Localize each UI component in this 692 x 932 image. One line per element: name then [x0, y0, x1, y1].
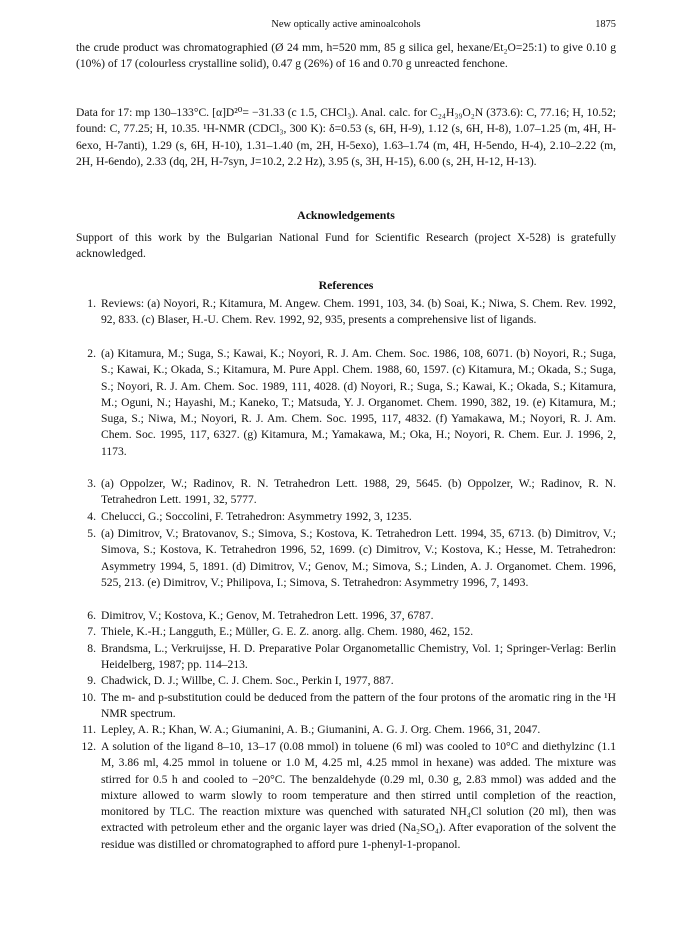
- reference-number: 2.: [87, 347, 96, 360]
- acknowledgements-text: Support of this work by the Bulgarian National Fund for Scientific Research (project X-528) is gratefully acknowledged.: [76, 231, 616, 261]
- reference-number: 8.: [87, 642, 96, 655]
- reference-text: Brandsma, L.; Verkruijsse, H. D. Preparative Polar Organometallic Chemistry, Vol. 1; Springer-Verlag: Berlin Heidelberg, 1987; pp. 114–213.: [101, 642, 616, 672]
- running-head: [76, 19, 616, 33]
- reference-number: 10.: [81, 691, 96, 704]
- reference-text: The m- and p-substitution could be deduced from the pattern of the four protons of the aromatic ring in the ¹H NMR spectrum.: [101, 691, 616, 721]
- reference-text: (a) Oppolzer, W.; Radinov, R. N. Tetrahedron Lett. 1988, 29, 5645. (b) Oppolzer, W.; Radinov, R. N. Tetrahedron Lett. 1991, 32, 5777.: [101, 477, 616, 507]
- running-title: New optically active aminoalcohols: [271, 19, 421, 30]
- reference-number: 1.: [87, 297, 96, 310]
- reference-text: (a) Kitamura, M.; Suga, S.; Kawai, K.; Noyori, R. J. Am. Chem. Soc. 1986, 108, 6071. (b) Noyori, R.; Suga, S.; Kawai, K.; Okada, S.; Kitamura, M. Pure Appl. Chem. 1988, 60, 1597. (c) Kitamura, M.; Okada, S.; Suga, S.; Noyori, R. J. Am. Chem. Soc. 1989, 111, 4028. (d) Noyori, R.; Suga, S.; Kawai, K.; Okada, S.; Kitamura, M.; Oguni, N.; Hayashi, M.; Kaneko, T.; Matsuda, Y. J. Organomet. Chem. 1990, 382, 19. (e) Kitamura, M.; Suga, S.; Niwa, M.; Noyori, R. J. Am. Chem. Soc. 1995, 117, 4832. (f) Yamakawa, M.; Noyori, R. J. Am. Chem. Soc. 1995, 117, 6327. (g) Kitamura, M.; Yamakawa, M.; Oka, H.; Noyori, R. Chem. Eur. J. 1996, 2, 1173.: [101, 347, 616, 458]
- page-number: 1875: [595, 19, 616, 30]
- reference-number: 4.: [87, 510, 96, 523]
- paragraph-crude-product: the crude product was chromatographied (Ø 24 mm, h=520 mm, 85 g silica gel, hexane/Et₂O=25:1) to give 0.10 g (10%) of 17 (colourless crystalline solid), 0.47 g (26%) of 16 and 0.70 g unreacted fenchone.: [76, 41, 616, 71]
- paragraph-data-17: Data for 17: mp 130–133°C. [α]D²⁰= −31.33 (c 1.5, CHCl₃). Anal. calc. for C₂₄H₃₉O₂N (373.6): C, 77.16; H, 10.52; found: C, 77.25; H, 10.35. ¹H-NMR (CDCl₃, 300 K): δ=0.53 (s, 6H, H-9), 1.12 (s, 6H, H-8), 1.07–1.25 (m, 4H, H-6exo, H-7anti), 1.29 (s, 6H, H-10), 1.31–1.40 (m, 2H, H-5exo), 1.63–1.74 (m, 4H, H-5endo, H-4), 2.10–2.22 (m, 2H, H-6endo), 2.33 (dq, 2H, H-7syn, J=10.2, 2.2 Hz), 3.95 (s, 3H, H-15), 6.00 (s, 2H, H-12, H-13).: [76, 106, 616, 168]
- reference-number: 5.: [87, 527, 96, 540]
- reference-number: 9.: [87, 674, 96, 687]
- reference-text: (a) Dimitrov, V.; Bratovanov, S.; Simova, S.; Kostova, K. Tetrahedron Lett. 1994, 35, 6713. (b) Dimitrov, V.; Simova, S.; Kostova, K. Tetrahedron 1996, 52, 1699. (c) Dimitrov, V.; Kostova, K.; Hesse, M. Tetrahedron: Asymmetry 1994, 5, 1891. (d) Dimitrov, V.; Genov, M.; Simova, S.; Linden, A. J. Organomet. Chem. 1996, 525, 213. (e) Dimitrov, V.; Philipova, I.; Simova, S. Tetrahedron: Asymmetry 1996, 7, 1493.: [101, 527, 616, 589]
- references-heading: References: [318, 278, 374, 292]
- reference-text: Reviews: (a) Noyori, R.; Kitamura, M. Angew. Chem. 1991, 103, 34. (b) Soai, K.; Niwa, S. Chem. Rev. 1992, 92, 833. (c) Blaser, H.-U. Chem. Rev. 1992, 92, 935, presents a comprehensive list of ligands.: [101, 297, 616, 327]
- reference-text: Dimitrov, V.; Kostova, K.; Genov, M. Tetrahedron Lett. 1996, 37, 6787.: [101, 609, 434, 622]
- reference-number: 11.: [81, 723, 96, 736]
- reference-number: 12.: [81, 740, 96, 753]
- reference-text: Chelucci, G.; Soccolini, F. Tetrahedron: Asymmetry 1992, 3, 1235.: [101, 510, 412, 523]
- reference-number: 6.: [87, 609, 96, 622]
- reference-text: A solution of the ligand 8–10, 13–17 (0.08 mmol) in toluene (6 ml) was cooled to 10°C and diethylzinc (1.1 M, 3.86 ml, 4.25 mmol in toluene or 1.0 M, 4.25 ml, 4.25 mmol in hexane) was added. The mixture was stirred for 0.5 h and cooled to −20°C. The benzaldehyde (0.29 ml, 0.30 g, 2.83 mmol) was added and the mixture allowed to warm slowly to room temperature and then stirred until completion of the reaction, monitored by TLC. The reaction mixture was quenched with saturated NH₄Cl solution (20 ml), then was extracted with petroleum ether and the organic layer was dried (Na₂SO₄). After evaporation of the solvent the residue was distilled or chromatographed to afford pure 1-phenyl-1-propanol.: [101, 740, 616, 851]
- reference-number: 3.: [87, 477, 96, 490]
- reference-text: Chadwick, D. J.; Willbe, C. J. Chem. Soc., Perkin I, 1977, 887.: [101, 674, 394, 687]
- acknowledgements-heading: Acknowledgements: [297, 208, 395, 222]
- reference-number: 7.: [87, 625, 96, 638]
- reference-text: Thiele, K.-H.; Langguth, E.; Müller, G. E. Z. anorg. allg. Chem. 1980, 462, 152.: [101, 625, 474, 638]
- reference-text: Lepley, A. R.; Khan, W. A.; Giumanini, A. B.; Giumanini, A. G. J. Org. Chem. 1966, 31, 2047.: [101, 723, 541, 736]
